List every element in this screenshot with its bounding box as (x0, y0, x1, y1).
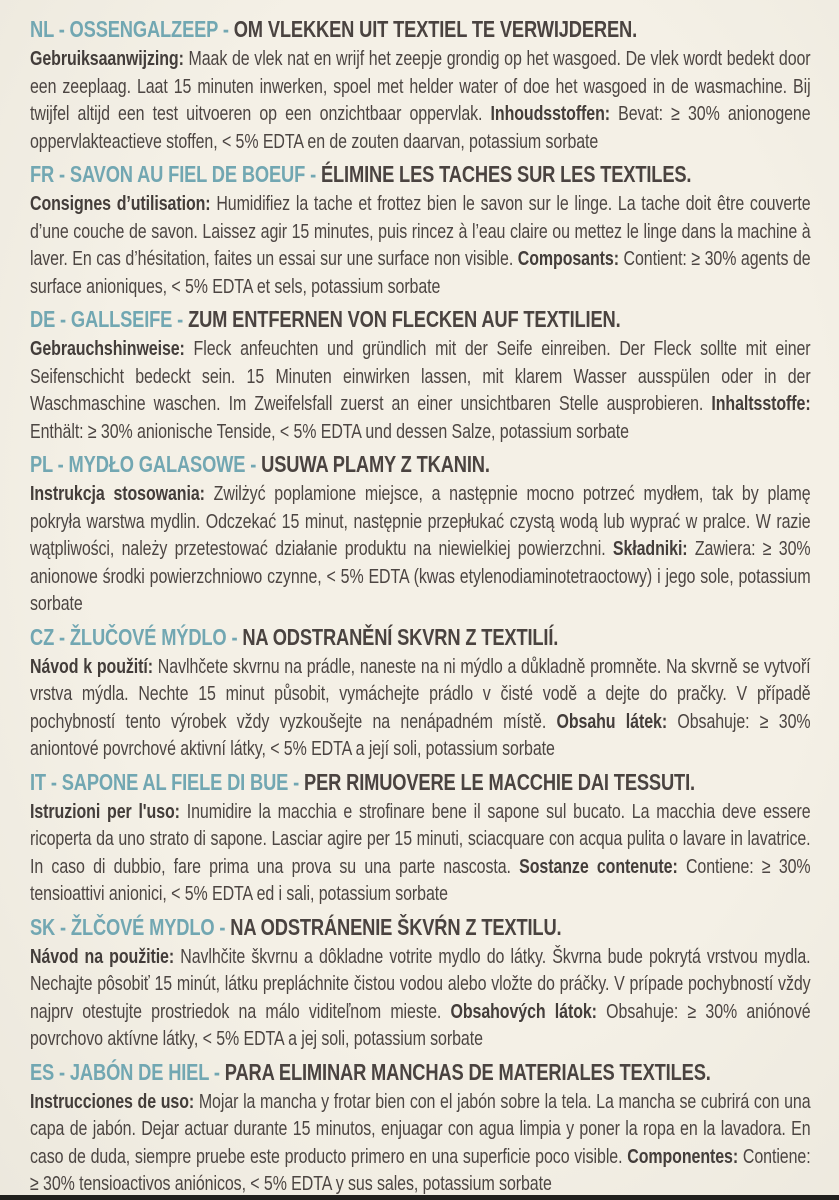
language-product-title: IT - SAPONE AL FIELE DI BUE - (30, 768, 300, 795)
section-cz-body (30, 653, 811, 763)
language-product-title: DE - GALLSEIFE - (30, 306, 184, 332)
claim-title: NA ODSTRÁNENIE ŠKVŔN Z TEXTILU. (230, 913, 562, 940)
section-pl-body (30, 480, 811, 618)
usage-text: Zwilżyć poplamione miejsce, a następnie mocno potrzeć mydłem, tak by plamę pokryła warstwa mydlin. Odczekać 15 minut, następnie przepłukać czystą wodą lub wyprać w pralce. W razie wątpliwości, należy przetestować działanie produktu na niewielkiej powierzchni. (30, 482, 811, 560)
ingredients-text: Contiene: ≥ 30% tensioattivi anionici, < 5% EDTA ed i sali, potassium sorbate (30, 854, 811, 905)
language-product-title: ES - JABÓN DE HIEL - (30, 1058, 220, 1085)
section-fr (30, 161, 811, 300)
section-it (30, 769, 811, 908)
ingredients-label: Composants: (517, 247, 619, 270)
usage-label: Návod k použití: (30, 654, 153, 678)
section-nl-heading (30, 16, 811, 43)
section-es-heading (30, 1059, 811, 1086)
usage-label: Instrucciones de uso: (30, 1089, 195, 1113)
language-product-title: PL - MYDŁO GALASOWE - (30, 451, 257, 477)
usage-text: Fleck anfeuchten und gründlich mit der Seife einreiben. Der Fleck sollte mit einer Seifenschicht bedeckt sein. 15 Minuten einwirken lassen, mit klarem Wasser ausspülen oder in der Waschmaschine waschen. Im Zweifelsfall zuerst an einer unsichtbaren Stelle ausprobieren. (30, 337, 811, 415)
ingredients-label: Inhaltsstoffe: (711, 392, 811, 415)
section-de (30, 306, 811, 445)
section-sk-body (30, 943, 811, 1053)
section-fr-heading (30, 161, 811, 188)
usage-text: Humidifiez la tache et frottez bien le savon sur le linge. La tache doit être couverte d’une couche de savon. Laissez agir 15 minutes, puis rincez à l’eau claire ou mettez le linge dans la machine à laver. En cas d’hésitation, faites un essai sur une surface non visible. (30, 192, 811, 270)
language-product-title: CZ - ŽLUČOVÉ MÝDLO - (30, 623, 238, 650)
section-de-heading (30, 306, 811, 333)
section-sk-heading (30, 914, 811, 941)
ingredients-text: Contiene: ≥ 30% tensioactivos aniónicos, < 5% EDTA y sus sales, potassium sorbate (30, 1144, 811, 1195)
claim-title: OM VLEKKEN UIT TEXTIEL TE VERWIJDEREN. (233, 16, 638, 42)
usage-label: Gebrauchshinweise: (30, 337, 185, 360)
claim-title: PARA ELIMINAR MANCHAS DE MATERIALES TEXTILES. (224, 1058, 711, 1085)
claim-title: PER RIMUOVERE LE MACCHIE DAI TESSUTI. (304, 768, 695, 795)
section-de-body (30, 335, 811, 445)
usage-text: Navlhčite škvrnu a dôkladne votrite mydlo do látky. Škvrna bude pokrytá vrstvou mydla. Nechajte pôsobiť 15 minút, látku prepláchnite čistou vodou alebo vložte do práčky. V prípade pochybností vždy najprv otestujte prostriedok na málo viditeľnom mieste. (30, 944, 811, 1023)
usage-label: Gebruiksaanwijzing: (30, 47, 184, 70)
ingredients-text: Contient: ≥ 30% agents de surface anioniques, < 5% EDTA et sels, potassium sorbate (30, 247, 811, 298)
ingredients-label: Componentes: (627, 1144, 739, 1168)
usage-text: Navlhčete skvrnu na prádle, naneste na ni mýdlo a důkladně promněte. Na skvrně se vytvoří vrstva mýdla. Nechte 15 minut působit, vymáchejte prádlo v čisté vodě a dejte do pračky. V případě pochybností tento výrobek vždy vyzkoušejte na nenápadném místě. (30, 654, 811, 733)
ingredients-text: Bevat: ≥ 30% anionogene oppervlakteactieve stoffen, < 5% EDTA en de zouten daarvan, potassium sorbate (30, 102, 811, 153)
section-pl (30, 451, 811, 618)
section-nl (30, 16, 811, 155)
ingredients-label: Obsahových látok: (450, 999, 597, 1023)
usage-label: Návod na použitie: (30, 944, 175, 968)
ingredients-text: Obsahuje: ≥ 30% aniontové povrchové aktivní látky, < 5% EDTA a její soli, potassium sorbate (30, 709, 811, 760)
usage-label: Istruzioni per l'uso: (30, 799, 180, 823)
usage-label: Instrukcja stosowania: (30, 482, 205, 505)
section-cz-heading (30, 624, 811, 651)
claim-title: ZUM ENTFERNEN VON FLECKEN AUF TEXTILIEN. (188, 306, 621, 332)
section-nl-body (30, 45, 811, 155)
language-product-title: FR - SAVON AU FIEL DE BOEUF - (30, 161, 317, 187)
usage-text: Inumidire la macchia e strofinare bene il sapone sul bucato. La macchia deve essere ricoperta da uno strato di sapone. Lasciar agire per 15 minuti, sciacquare con acqua pulita o lavare in lavatrice. In caso di dubbio, fare prima una prova su una parte nascosta. (30, 799, 811, 878)
section-it-body (30, 798, 811, 908)
usage-text: Maak de vlek nat en wrijf het zeepje grondig op het wasgoed. De vlek wordt bedekt door een zeeplaag. Laat 15 minuten inwerken, spoel met helder water of doe het wasgoed in de wasmachine. Bij twijfel altijd een test uitvoeren op een onzichtbaar oppervlak. (30, 47, 811, 125)
ingredients-label: Obsahu látek: (556, 709, 668, 733)
ingredients-label: Składniki: (612, 537, 688, 560)
ingredients-label: Sostanze contenute: (519, 854, 678, 878)
language-product-title: SK - ŽLČOVÉ MYDLO - (30, 913, 226, 940)
claim-title: USUWA PLAMY Z TKANIN. (261, 451, 490, 477)
section-pl-heading (30, 451, 811, 478)
ingredients-label: Inhoudsstoffen: (490, 102, 611, 125)
section-it-heading (30, 769, 811, 796)
label-text-column (30, 16, 811, 1198)
scan-edge (0, 1195, 839, 1200)
section-cz (30, 624, 811, 763)
section-fr-body (30, 190, 811, 300)
ingredients-text: Obsahuje: ≥ 30% aniónové povrchovo aktívne látky, < 5% EDTA a jej soli, potassium sorbate (30, 999, 811, 1050)
section-es (30, 1059, 811, 1198)
ingredients-text: Enthält: ≥ 30% anionische Tenside, < 5% EDTA und dessen Salze, potassium sorbate (30, 419, 629, 443)
usage-text: Mojar la mancha y frotar bien con el jabón sobre la tela. La mancha se cubrirá con una capa de jabón. Dejar actuar durante 15 minutos, enjuagar con agua limpia y poner la ropa en la lavadora. En caso de duda, siempre pruebe este producto primero en una superficie poco visible. (30, 1089, 811, 1168)
claim-title: ÉLIMINE LES TACHES SUR LES TEXTILES. (320, 161, 692, 187)
language-product-title: NL - OSSENGALZEEP - (30, 16, 229, 42)
claim-title: NA ODSTRANĚNÍ SKVRN Z TEXTILIÍ. (242, 623, 559, 650)
usage-label: Consignes d’utilisation: (30, 192, 211, 215)
ingredients-text: Zawiera: ≥ 30% anionowe środki powierzchniowo czynne, < 5% EDTA (kwas etylenodiaminotetraoctowy) i jego sole, potassium sorbate (30, 537, 811, 615)
section-es-body (30, 1088, 811, 1198)
section-sk (30, 914, 811, 1053)
